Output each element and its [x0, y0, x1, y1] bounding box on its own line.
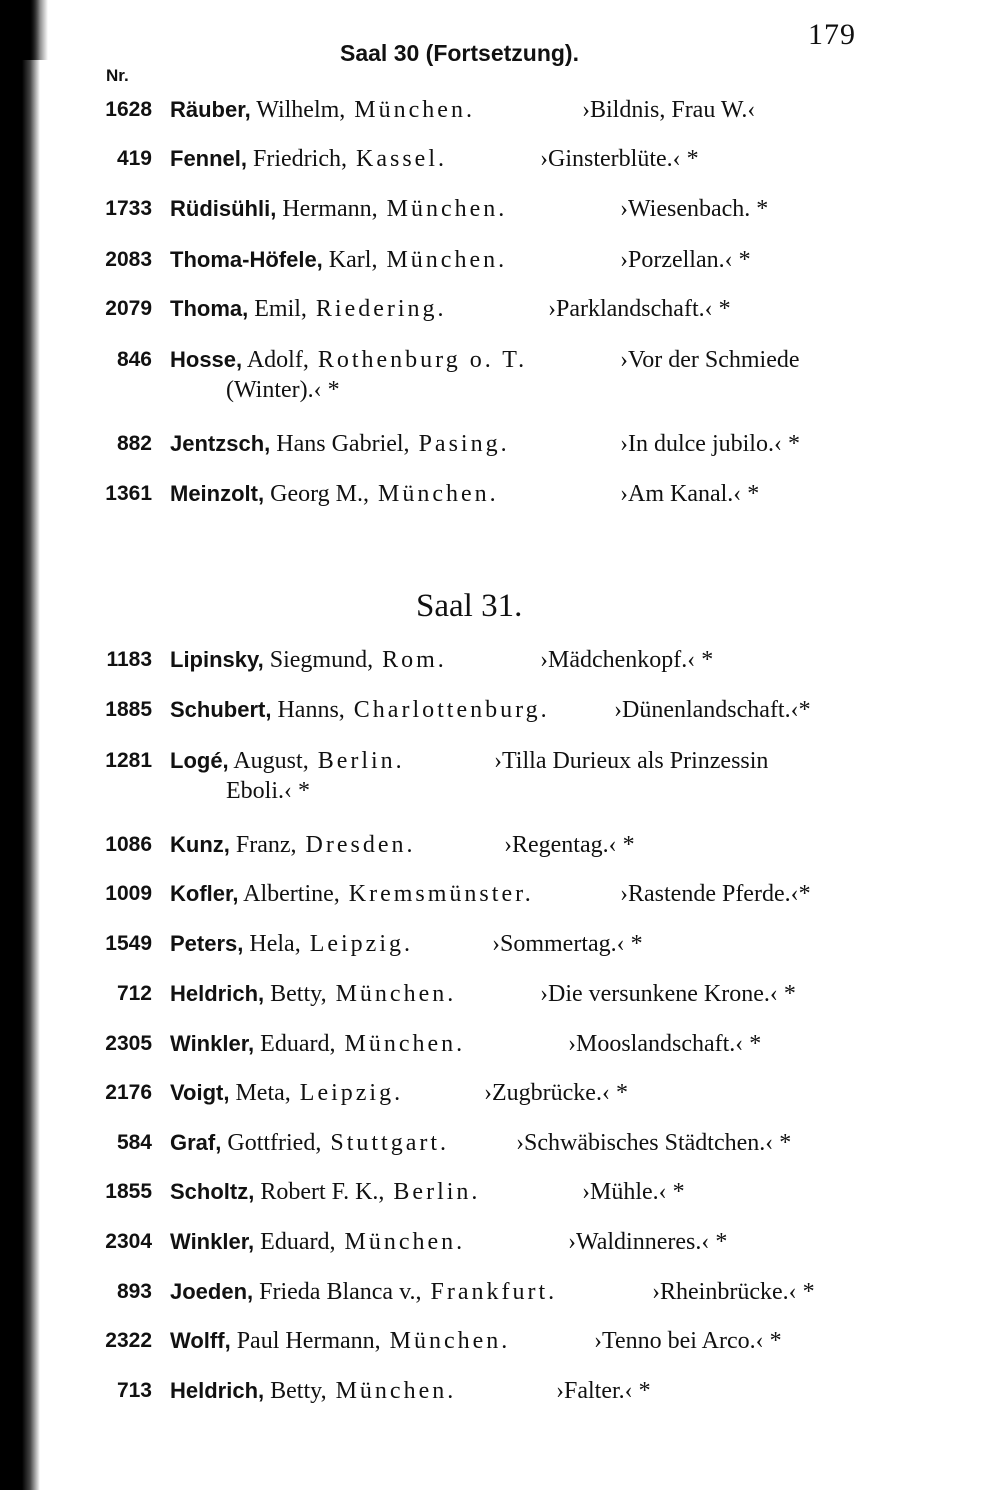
artwork-title: ›Sommertag.‹ *	[492, 931, 643, 957]
artist-firstname: Eduard,	[254, 1229, 336, 1255]
artwork-title-continued: Eboli.‹ *	[226, 778, 310, 804]
artist-surname: Hosse,	[170, 347, 243, 372]
catalog-entry	[0, 1276, 1000, 1310]
catalog-entry	[0, 344, 1000, 403]
catalog-entry	[0, 878, 1000, 912]
catalog-entry	[0, 1077, 1000, 1111]
artist-surname: Heldrich,	[170, 981, 265, 1006]
artist-location: Leipzig.	[290, 1080, 404, 1106]
entry-artist	[170, 193, 507, 225]
entry-artist	[170, 694, 550, 726]
entry-artist	[170, 978, 456, 1010]
entry-artist	[170, 829, 416, 861]
entry-artist	[170, 428, 510, 460]
artist-surname: Winkler,	[170, 1031, 255, 1056]
artist-surname: Kunz,	[170, 832, 230, 857]
entry-number: 2079	[105, 297, 152, 320]
artist-firstname: Adolf,	[242, 347, 309, 373]
artwork-title: ›Tenno bei Arco.‹ *	[594, 1328, 782, 1354]
artwork-title: ›Ginsterblüte.‹ *	[540, 146, 699, 172]
artwork-title: ›Regentag.‹ *	[504, 832, 635, 858]
artist-firstname: Betty,	[264, 1378, 327, 1404]
artist-surname: Jentzsch,	[170, 431, 271, 456]
artwork-title: ›Die versunkene Krone.‹ *	[540, 981, 796, 1007]
nr-column-label: Nr.	[106, 66, 129, 85]
catalog-entry	[0, 1028, 1000, 1062]
catalog-entry	[0, 293, 1000, 327]
entry-number: 846	[116, 348, 152, 371]
entry-number: 2176	[105, 1081, 152, 1104]
artwork-title: ›Mädchenkopf.‹ *	[540, 647, 714, 673]
artist-surname: Fennel,	[170, 146, 248, 171]
book-spine-edge	[14, 0, 48, 60]
entry-number: 1628	[105, 98, 152, 121]
catalog-entry	[0, 1127, 1000, 1161]
artist-firstname: Emil,	[248, 296, 307, 322]
entry-artist	[170, 478, 499, 510]
artist-surname: Kofler,	[170, 881, 239, 906]
artist-location: Dresden.	[296, 832, 416, 858]
entry-number: 1855	[105, 1180, 152, 1203]
artist-firstname: Georg M.,	[264, 481, 369, 507]
entry-artist	[170, 1226, 465, 1258]
artist-firstname: Frieda Blanca v.,	[253, 1279, 422, 1305]
entry-artist	[170, 1176, 480, 1208]
artist-firstname: Friedrich,	[247, 146, 347, 172]
catalog-entry	[0, 1375, 1000, 1409]
entry-number: 1183	[106, 648, 152, 671]
artwork-title: ›Mooslandschaft.‹ *	[568, 1031, 762, 1057]
artist-location: Berlin.	[308, 748, 405, 774]
artwork-title: ›Wiesenbach. *	[620, 196, 769, 222]
catalog-entry	[0, 644, 1000, 678]
artist-location: Rothenburg o. T.	[308, 347, 528, 373]
artist-firstname: August,	[228, 748, 309, 774]
artwork-title: ›Bildnis, Frau W.‹	[582, 97, 756, 123]
entry-artist	[170, 928, 413, 960]
catalog-entry	[0, 478, 1000, 512]
entry-number: 1885	[105, 698, 152, 721]
artist-location: Leipzig.	[300, 931, 414, 957]
artwork-title: ›Falter.‹ *	[556, 1378, 651, 1404]
entry-number: 1281	[105, 749, 152, 772]
artist-location: Rom.	[373, 647, 447, 673]
catalog-entry	[0, 745, 1000, 804]
artist-location: München.	[377, 196, 508, 222]
artist-surname: Voigt,	[170, 1080, 230, 1105]
artist-location: Charlottenburg.	[344, 697, 550, 723]
catalog-entry	[0, 1176, 1000, 1210]
artwork-title: ›Rheinbrücke.‹ *	[652, 1279, 815, 1305]
entry-number: 713	[116, 1379, 152, 1402]
entry-number: 2305	[105, 1032, 152, 1055]
entry-artist	[170, 1127, 449, 1159]
entry-artist	[170, 293, 447, 325]
artist-location: Kremsmünster.	[339, 881, 534, 907]
artist-firstname: Gottfried,	[221, 1130, 322, 1156]
artwork-title: ›Waldinneres.‹ *	[568, 1229, 728, 1255]
artist-surname: Meinzolt,	[170, 481, 265, 506]
artist-surname: Wolff,	[170, 1328, 231, 1353]
artist-surname: Graf,	[170, 1130, 222, 1155]
entry-artist	[170, 1276, 557, 1308]
catalog-entry	[0, 244, 1000, 278]
catalog-entry	[0, 694, 1000, 728]
artist-surname: Rüdisühli,	[170, 196, 277, 221]
artwork-title: ›Tilla Durieux als Prinzessin	[494, 748, 769, 774]
artist-firstname: Karl,	[322, 247, 378, 273]
catalog-entry	[0, 1226, 1000, 1260]
catalog-entry	[0, 1325, 1000, 1359]
entry-number: 584	[116, 1131, 152, 1154]
entry-number: 1009	[105, 882, 152, 905]
catalog-entry	[0, 829, 1000, 863]
catalog-entry	[0, 428, 1000, 462]
artist-surname: Logé,	[170, 748, 229, 773]
artist-surname: Lipinsky,	[170, 647, 264, 672]
artist-location: Pasing.	[409, 431, 510, 457]
artwork-title: ›Rastende Pferde.‹*	[620, 881, 811, 907]
entry-number: 882	[116, 432, 152, 455]
artist-location: München.	[326, 981, 457, 1007]
artist-surname: Heldrich,	[170, 1378, 265, 1403]
entry-artist	[170, 143, 447, 175]
entry-artist	[170, 1028, 465, 1060]
catalog-entry	[0, 928, 1000, 962]
artist-location: München.	[377, 247, 508, 273]
entry-artist	[170, 1375, 456, 1407]
entry-number: 2083	[105, 248, 152, 271]
artwork-title: ›Porzellan.‹ *	[620, 247, 751, 273]
artwork-title: ›In dulce jubilo.‹ *	[620, 431, 800, 457]
artist-firstname: Franz,	[229, 832, 297, 858]
entry-number: 1086	[105, 833, 152, 856]
section-heading: Saal 30 (Fortsetzung).	[340, 40, 579, 66]
entry-number: 712	[116, 982, 152, 1005]
artist-firstname: Paul Hermann,	[230, 1328, 381, 1354]
artist-location: Stuttgart.	[321, 1130, 450, 1156]
artist-surname: Scholtz,	[170, 1179, 255, 1204]
artist-firstname: Robert F. K.,	[254, 1179, 385, 1205]
artist-location: Berlin.	[384, 1179, 481, 1205]
artwork-title: ›Zugbrücke.‹ *	[484, 1080, 628, 1106]
artist-location: München.	[335, 1031, 466, 1057]
artist-firstname: Meta,	[229, 1080, 291, 1106]
artist-surname: Räuber,	[170, 97, 251, 122]
artist-location: Frankfurt.	[421, 1279, 558, 1305]
artist-surname: Thoma,	[170, 296, 249, 321]
artist-firstname: Albertine,	[238, 881, 340, 907]
entry-artist	[170, 1325, 510, 1357]
artist-location: Riedering.	[306, 296, 447, 322]
artist-location: München.	[345, 97, 475, 123]
artwork-title: ›Parklandschaft.‹ *	[548, 296, 731, 322]
artist-location: München.	[369, 481, 499, 507]
entry-artist	[170, 94, 475, 126]
entry-artist	[170, 1077, 403, 1109]
entry-number: 2304	[105, 1230, 152, 1253]
entry-number: 1733	[105, 197, 152, 220]
artist-firstname: Wilhelm,	[250, 97, 346, 123]
artist-location: München.	[326, 1378, 457, 1404]
entry-number: 1361	[105, 482, 152, 505]
entry-number: 893	[116, 1280, 152, 1303]
entry-number: 1549	[105, 932, 152, 955]
artist-surname: Joeden,	[170, 1279, 254, 1304]
artist-surname: Schubert,	[170, 697, 272, 722]
entry-artist	[170, 244, 507, 276]
artwork-title: ›Am Kanal.‹ *	[620, 481, 760, 507]
artist-surname: Thoma-Höfele,	[170, 247, 323, 272]
artwork-title: ›Schwäbisches Städtchen.‹ *	[516, 1130, 792, 1156]
artwork-title: ›Dünenlandschaft.‹*	[614, 697, 811, 723]
catalog-entry	[0, 978, 1000, 1012]
artist-firstname: Hermann,	[276, 196, 378, 222]
artist-firstname: Siegmund,	[263, 647, 374, 673]
entry-artist	[170, 344, 527, 376]
catalog-entry	[0, 143, 1000, 177]
page-number: 179	[808, 18, 856, 51]
artist-firstname: Betty,	[264, 981, 327, 1007]
artist-surname: Peters,	[170, 931, 244, 956]
artist-firstname: Hanns,	[271, 697, 345, 723]
artist-location: Kassel.	[347, 146, 447, 172]
catalog-entry	[0, 94, 1000, 128]
entry-artist	[170, 644, 447, 676]
artwork-title: ›Vor der Schmiede	[620, 347, 800, 373]
artist-firstname: Hela,	[243, 931, 301, 957]
entry-artist	[170, 878, 534, 910]
entry-artist	[170, 745, 405, 777]
artwork-title-continued: (Winter).‹ *	[226, 377, 340, 403]
entry-number: 2322	[105, 1329, 152, 1352]
artist-surname: Winkler,	[170, 1229, 255, 1254]
catalog-entry	[0, 193, 1000, 227]
artist-firstname: Eduard,	[254, 1031, 336, 1057]
artist-location: München.	[380, 1328, 511, 1354]
artwork-title: ›Mühle.‹ *	[582, 1179, 685, 1205]
artist-firstname: Hans Gabriel,	[270, 431, 410, 457]
entry-number: 419	[116, 147, 152, 170]
saal-31-heading: Saal 31.	[416, 588, 523, 624]
artist-location: München.	[335, 1229, 466, 1255]
